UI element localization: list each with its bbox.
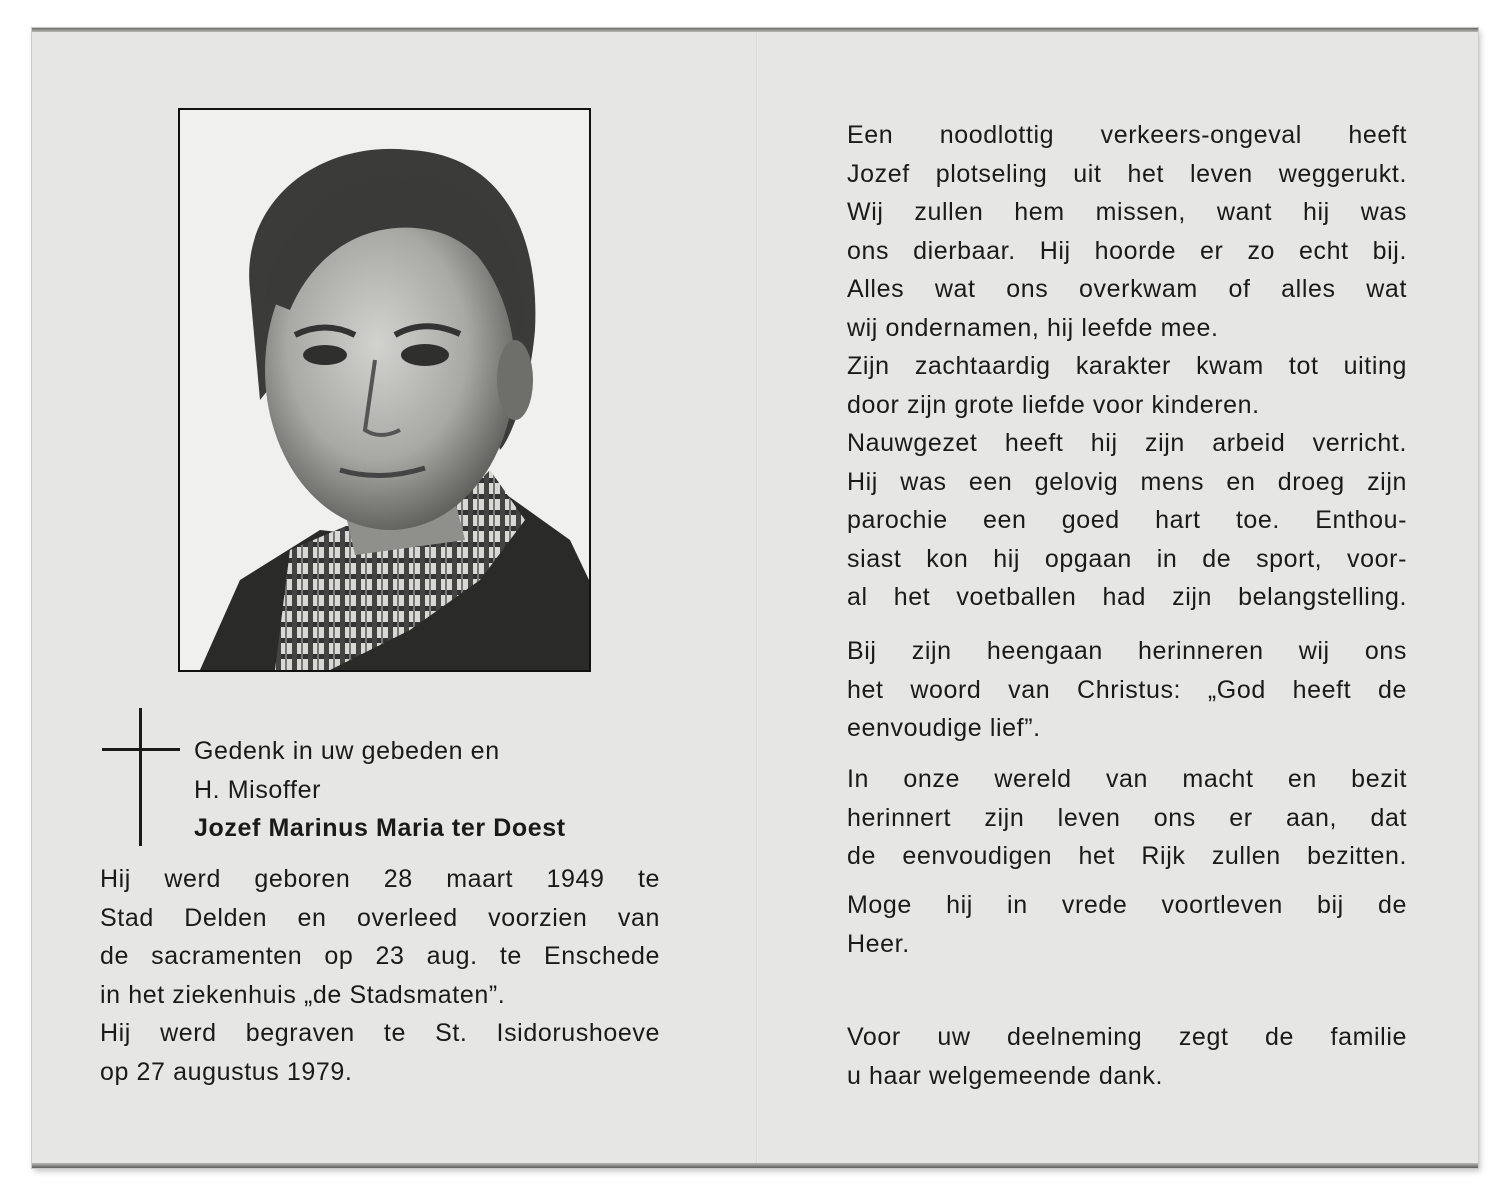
tribute-line: wij ondernamen, hij leefde mee. xyxy=(847,313,1219,342)
thanks-paragraph xyxy=(847,1018,1407,1095)
tribute-line: al het voetballen had zijn belangstelling. xyxy=(847,583,1407,611)
card-fold xyxy=(756,32,758,1163)
peace-line: Moge hij in vrede voortleven bij de xyxy=(847,891,1407,919)
bio-line: Stad Delden en overleed voorzien van xyxy=(100,903,660,932)
tribute-paragraph xyxy=(847,116,1407,617)
remembrance-text xyxy=(194,732,634,848)
tribute-line: Een noodlottig verkeers-ongeval heeft xyxy=(847,121,1407,149)
tribute-line: Hij was een gelovig mens en droeg zijn xyxy=(847,467,1407,496)
world-line: herinnert zijn leven ons er aan, dat xyxy=(847,803,1407,832)
world-paragraph xyxy=(847,760,1407,876)
tribute-line: siast kon hij opgaan in de sport, voor- xyxy=(847,544,1407,573)
peace-line: Heer. xyxy=(847,929,910,958)
remember-line: H. Misoffer xyxy=(194,775,321,804)
remember-line: Gedenk in uw gebeden en xyxy=(194,737,500,765)
memorial-card xyxy=(32,28,1478,1168)
tribute-line: ons dierbaar. Hij hoorde er zo echt bij. xyxy=(847,236,1407,265)
tribute-line: Jozef plotseling uit het leven weggerukt. xyxy=(847,159,1407,188)
tribute-line: door zijn grote liefde voor kinderen. xyxy=(847,390,1260,419)
deceased-name: Jozef Marinus Maria ter Doest xyxy=(194,814,566,842)
portrait-illustration xyxy=(180,110,589,670)
cross-icon xyxy=(102,708,180,846)
biography-text xyxy=(100,860,660,1091)
world-line: de eenvoudigen het Rijk zullen bezitten. xyxy=(847,842,1407,870)
tribute-line: Alles wat ons overkwam of alles wat xyxy=(847,275,1407,303)
bio-line: de sacramenten op 23 aug. te Enschede xyxy=(100,942,660,970)
tribute-line: Wij zullen hem missen, want hij was xyxy=(847,198,1407,226)
bio-line: in het ziekenhuis „de Stadsmaten”. xyxy=(100,980,506,1009)
bio-line: op 27 augustus 1979. xyxy=(100,1057,353,1086)
peace-paragraph xyxy=(847,886,1407,963)
quote-line: eenvoudige lief”. xyxy=(847,714,1041,742)
tribute-line: parochie een goed hart toe. Enthou- xyxy=(847,506,1407,534)
christ-quote-paragraph xyxy=(847,632,1407,748)
quote-line: het woord van Christus: „God heeft de xyxy=(847,675,1407,704)
world-line: In onze wereld van macht en bezit xyxy=(847,765,1407,793)
quote-line: Bij zijn heengaan herinneren wij ons xyxy=(847,637,1407,665)
thanks-line: Voor uw deelneming zegt de familie xyxy=(847,1023,1407,1051)
bio-line: Hij werd begraven te St. Isidorushoeve xyxy=(100,1019,660,1047)
portrait-photo xyxy=(178,108,591,672)
tribute-line: Zijn zachtaardig karakter kwam tot uiting xyxy=(847,352,1407,380)
thanks-line: u haar welgemeende dank. xyxy=(847,1061,1163,1090)
bio-line: Hij werd geboren 28 maart 1949 te xyxy=(100,865,660,893)
tribute-line: Nauwgezet heeft hij zijn arbeid verricht. xyxy=(847,429,1407,457)
